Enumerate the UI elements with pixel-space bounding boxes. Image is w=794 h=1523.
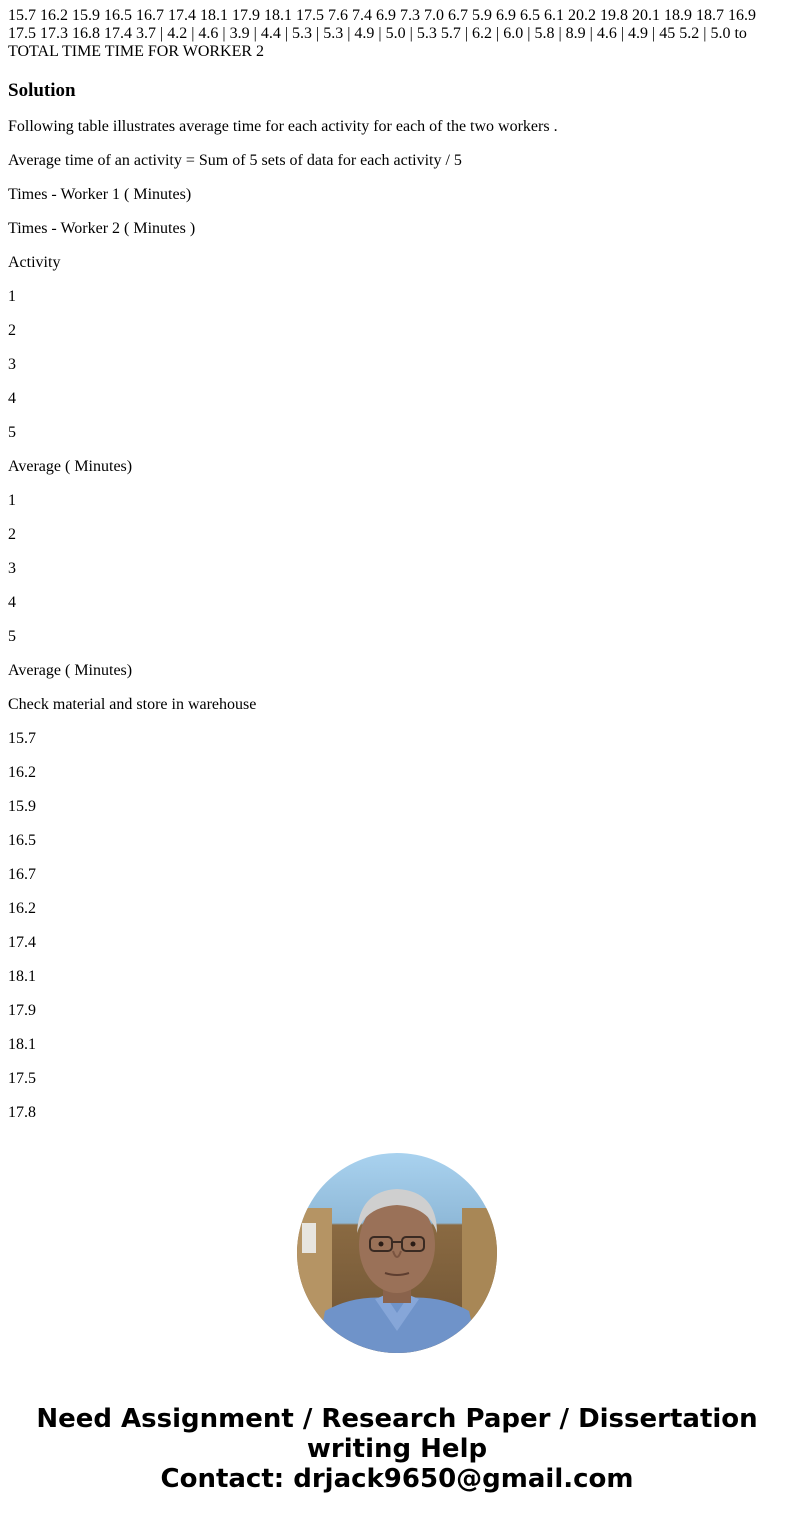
solution-heading: Solution [8,80,76,101]
paragraph: 2 [8,322,16,339]
contact-line: Contact: drjack9650@gmail.com [160,1464,634,1494]
avatar [297,1153,497,1353]
paragraph: 18.1 [8,1036,36,1053]
paragraph: 4 [8,390,16,407]
help-banner-line-1: Need Assignment / Research Paper / Dissertation [36,1404,758,1434]
help-banner [0,1404,794,1494]
paragraph: Activity [8,254,61,271]
paragraph: 17.9 [8,1002,36,1019]
paragraph: 16.2 [8,764,36,781]
solution-paragraphs [8,118,784,1122]
paragraph: 17.5 [8,1070,36,1087]
paragraph: 1 [8,288,16,305]
paragraph: Average ( Minutes) [8,458,133,475]
paragraph: 18.1 [8,968,36,985]
paragraph: 5 [8,628,16,645]
paragraph: 16.2 [8,900,36,917]
paragraph: Check material and store in warehouse [8,696,257,713]
paragraph: Average ( Minutes) [8,662,133,679]
paragraph: 2 [8,526,16,543]
paragraph: 3 [8,356,16,373]
paragraph: Times - Worker 1 ( Minutes) [8,186,192,203]
paragraph: 5 [8,424,16,441]
paragraph: 15.9 [8,798,36,815]
paragraph: 1 [8,492,16,509]
paragraph: Following table illustrates average time for each activity for each of the two workers . [8,118,558,135]
paragraph: 17.8 [8,1104,36,1121]
paragraph: 16.7 [8,866,36,883]
paragraph: 4 [8,594,16,611]
paragraph: Times - Worker 2 ( Minutes ) [8,220,196,237]
intro-data-text: 15.7 16.2 15.9 16.5 16.7 17.4 18.1 17.9 18.1 17.5 7.6 7.4 6.9 7.3 7.0 6.7 5.9 6.9 6.5 6.1 20.2 19.8 20.1 18.9 18.7 16.9 17.5 17.3 16.8 17.4 3.7 | 4.2 | 4.6 | 3.9 | 4.4 | 5.3 | 5.3 | 4.9 | 5.0 | 5.3 5.7 | 6.2 | 6.0 | 5.8 | 8.9 | 4.6 | 4.9 | 45 5.2 | 5.0 to TOTAL TIME TIME FOR WORKER 2 [8,7,756,60]
document-content [8,7,784,1122]
paragraph: Average time of an activity = Sum of 5 sets of data for each activity / 5 [8,152,462,169]
paragraph: 15.7 [8,730,36,747]
tutor-portrait-photo-icon [297,1153,497,1353]
paragraph: 16.5 [8,832,36,849]
paragraph: 17.4 [8,934,36,951]
paragraph: 3 [8,560,16,577]
help-banner-line-2: writing Help [306,1434,488,1464]
